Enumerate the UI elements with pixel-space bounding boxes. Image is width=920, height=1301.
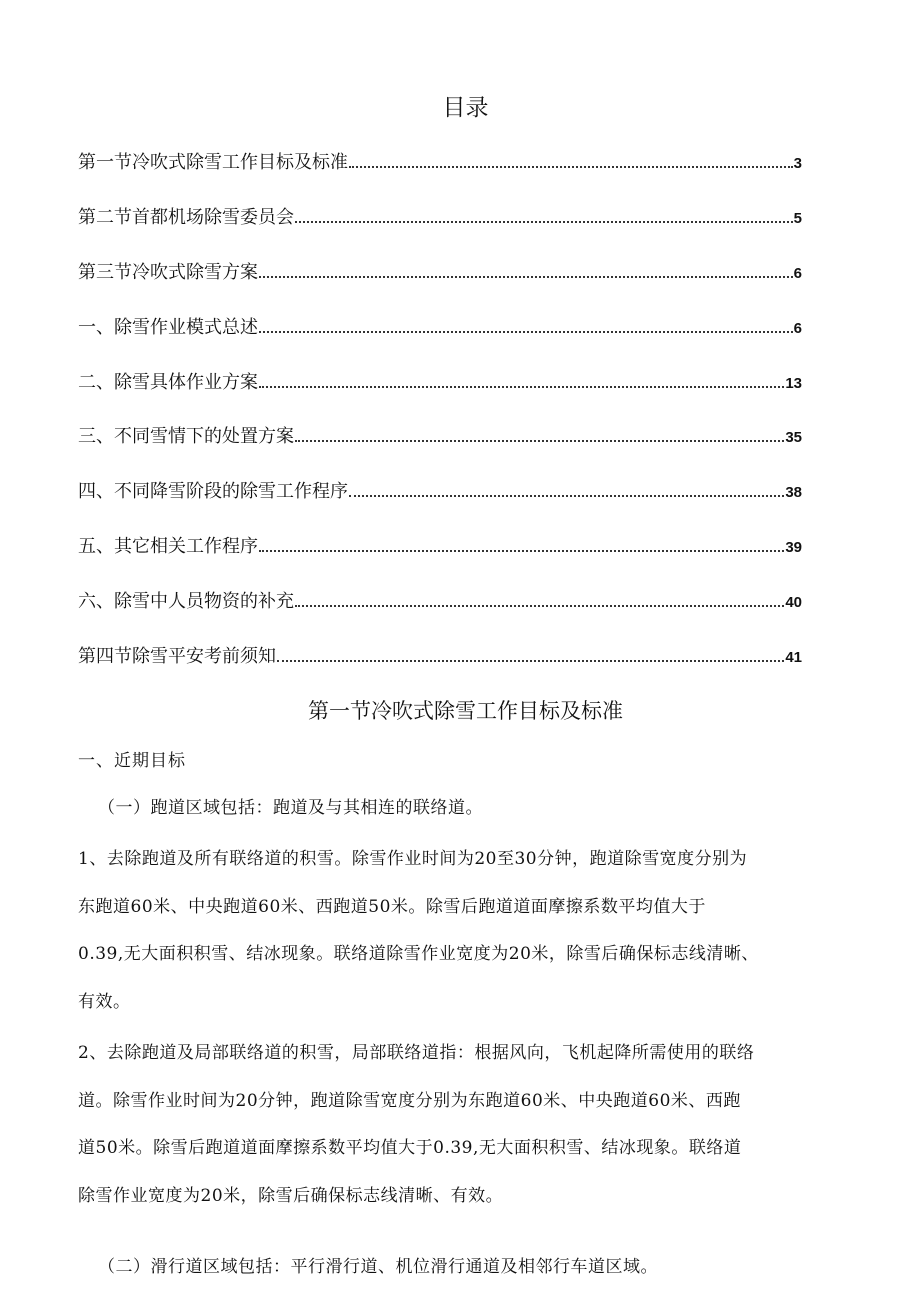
toc-entry-label: 三、不同雪情下的处置方案	[78, 426, 294, 446]
toc-leader-dots	[259, 276, 793, 278]
toc-entry-6[interactable]	[78, 420, 802, 448]
toc-entry-page: 6	[793, 265, 802, 282]
toc-leader-dots	[295, 221, 793, 223]
toc-entry-7[interactable]	[78, 475, 802, 503]
toc-entry-page: 13	[785, 375, 802, 392]
toc-leader-dots	[277, 660, 784, 662]
toc-entry-label: 二、除雪具体作业方案	[78, 372, 258, 392]
toc-entry-10[interactable]	[78, 640, 802, 668]
toc-entry-label: 第一节冷吹式除雪工作目标及标准	[78, 152, 348, 172]
toc-entry-2[interactable]	[78, 201, 802, 229]
section-title: 第一节冷吹式除雪工作目标及标准	[308, 700, 623, 723]
toc-entry-page: 6	[793, 320, 802, 337]
toc-leader-dots	[259, 386, 784, 388]
toc-leader-dots	[349, 166, 793, 168]
toc-leader-dots	[295, 440, 784, 442]
toc-entry-page: 38	[785, 484, 802, 501]
toc-entry-label: 四、不同降雪阶段的除雪工作程序	[78, 481, 348, 501]
toc-entry-label: 第四节除雪平安考前须知	[78, 646, 276, 666]
toc-leader-dots	[295, 605, 784, 607]
paragraph-2-line-3: 道50米。除雪后跑道道面摩擦系数平均值大于0.39,无大面积积雪、结冰现象。联络道	[78, 1138, 742, 1158]
toc-entry-1[interactable]	[78, 146, 802, 174]
paragraph-2-line-2: 道。除雪作业时间为20分钟，跑道除雪宽度分别为东跑道60米、中央跑道60米、西跑	[78, 1091, 741, 1111]
toc-entry-8[interactable]	[78, 530, 802, 558]
toc-entry-5[interactable]	[78, 366, 802, 394]
toc-entry-9[interactable]	[78, 585, 802, 613]
toc-entry-page: 35	[785, 429, 802, 446]
toc-entry-page: 41	[785, 649, 802, 666]
toc-entry-label: 第三节冷吹式除雪方案	[78, 262, 258, 282]
toc-entry-3[interactable]	[78, 256, 802, 284]
toc-entry-4[interactable]	[78, 311, 802, 339]
toc-title: 目录	[442, 94, 489, 120]
toc-entry-label: 一、除雪作业模式总述	[78, 317, 258, 337]
toc-entry-label: 五、其它相关工作程序	[78, 536, 258, 556]
toc-entry-page: 3	[793, 155, 802, 172]
toc-leader-dots	[349, 495, 784, 497]
toc-leader-dots	[259, 550, 784, 552]
subheading-runway: （一）跑道区域包括：跑道及与其相连的联络道。	[98, 798, 483, 818]
subheading-taxiway: （二）滑行道区域包括：平行滑行道、机位滑行通道及相邻行车道区域。	[98, 1257, 658, 1277]
paragraph-1-line-2: 东跑道60米、中央跑道60米、西跑道50米。除雪后跑道道面摩擦系数平均值大于	[78, 897, 706, 917]
paragraph-1-line-4: 有效。	[78, 992, 131, 1012]
paragraph-1-line-1: 1、去除跑道及所有联络道的积雪。除雪作业时间为20至30分钟，跑道除雪宽度分别为	[78, 849, 748, 869]
toc-entry-page: 40	[785, 594, 802, 611]
section-heading: 一、近期目标	[78, 751, 186, 771]
toc-entry-label: 六、除雪中人员物资的补充	[78, 591, 294, 611]
paragraph-2-line-1: 2、去除跑道及局部联络道的积雪，局部联络道指：根据风向，飞机起降所需使用的联络	[78, 1043, 755, 1063]
paragraph-2-line-4: 除雪作业宽度为20米，除雪后确保标志线清晰、有效。	[78, 1186, 504, 1206]
paragraph-1-line-3: 0.39,无大面积积雪、结冰现象。联络道除雪作业宽度为20米，除雪后确保标志线清晰、	[78, 944, 759, 964]
toc-entry-label: 第二节首都机场除雪委员会	[78, 207, 294, 227]
toc-leader-dots	[259, 331, 793, 333]
toc-entry-page: 39	[785, 539, 802, 556]
toc-entry-page: 5	[793, 210, 802, 227]
